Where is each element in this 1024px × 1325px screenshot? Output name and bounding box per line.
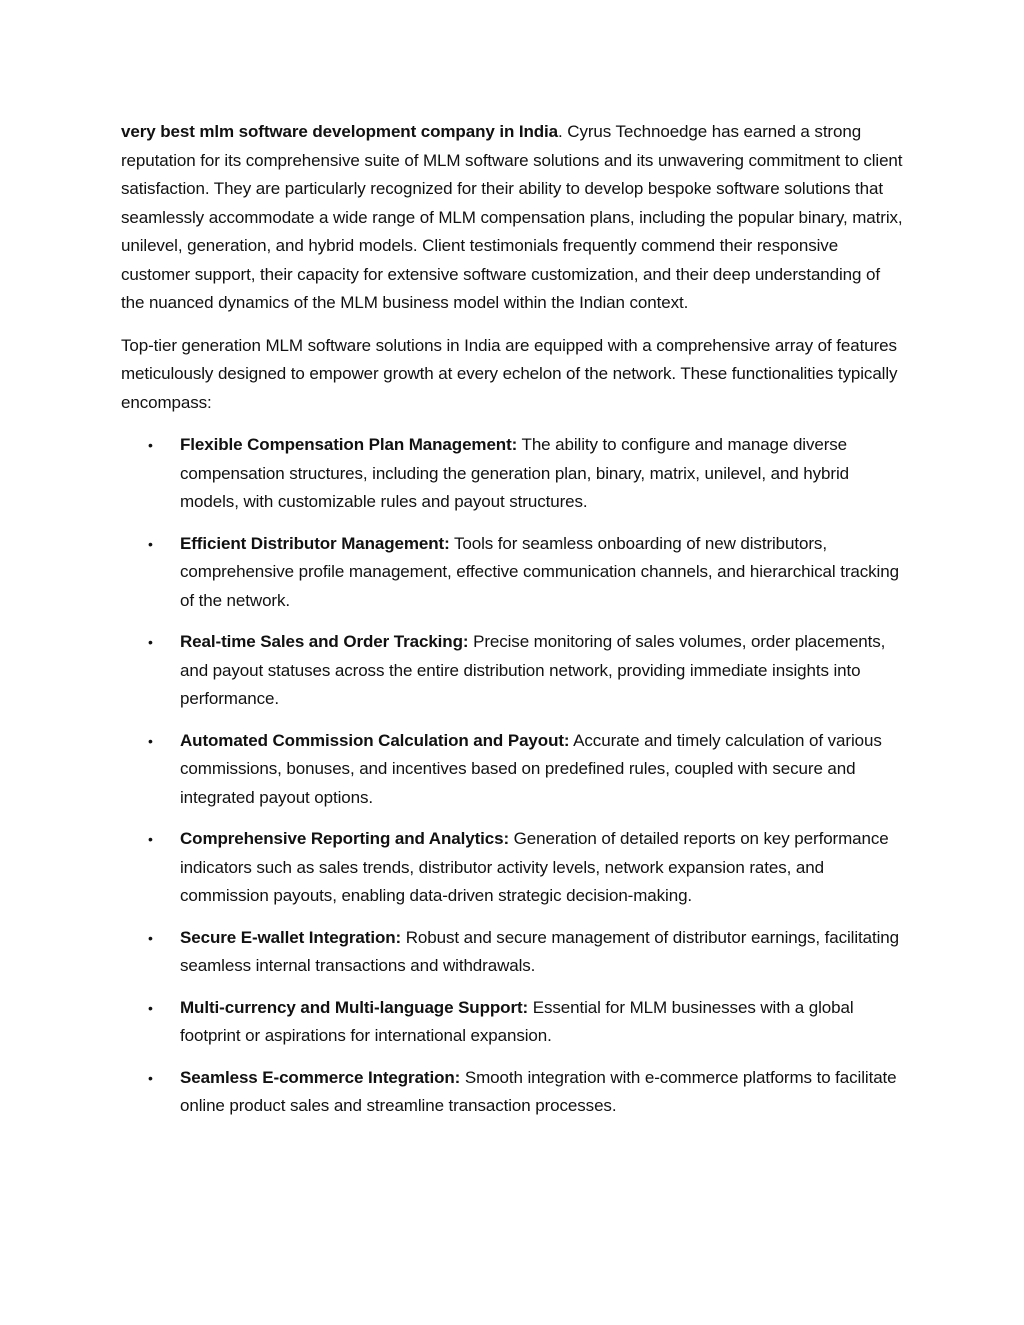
feature-text: The ability to configure and manage diverse compensation structures, including the generation plan, binary, matrix, unilevel, and hybrid models, with customizable rules and payout structures. [180,435,849,511]
feature-text: Accurate and timely calculation of various commissions, bonuses, and incentives based on predefined rules, coupled with secure and integrated payout options. [180,730,882,807]
feature-title: Seamless E-commerce Integration: [180,1067,461,1087]
bullet-icon: • [148,929,153,946]
feature-title: Real-time Sales and Order Tracking: [180,632,469,651]
intro-text: . Cyrus Technoedge has earned a strong reputation for its comprehensive suite of MLM software solutions and its unwavering commitment to client satisfaction. They are particularly recognized for their ability to develop bespoke software solutions that seamlessly accommodate a wide range of MLM compensation plans, including the popular binary, matrix, unilevel, generation, and hybrid models. Client testimonials frequently commend their responsive customer support, their capacity for extensive software customization, and their deep understanding of the nuanced dynamics of the MLM business model within the Indian context. [121,122,903,312]
bullet-icon: • [148,732,153,749]
bullet-icon: • [148,535,153,552]
list-item [121,1064,907,1121]
feature-text: Robust and secure management of distributor earnings, facilitating seamless internal transactions and withdrawals. [180,927,900,975]
feature-title: Efficient Distributor Management: [180,533,450,553]
list-item [121,924,907,981]
list-item [121,628,907,714]
feature-text: Essential for MLM businesses with a global footprint or aspirations for international expansion. [180,997,854,1045]
intro-bold-lead: very best mlm software development company in India [121,122,559,141]
intro-paragraph [121,118,907,318]
list-item [121,431,907,517]
list-item [121,727,907,813]
bullet-icon: • [148,437,153,453]
feature-title: Flexible Compensation Plan Management: [180,435,518,454]
features-intro-paragraph: Top-tier generation MLM software solutions in India are equipped with a comprehensive array of features meticulously designed to empower growth at every echelon of the network. These functionalities typically encompass: [121,335,898,412]
features-list [121,431,907,1121]
bullet-icon: • [148,1069,153,1086]
feature-title: Secure E-wallet Integration: [180,927,402,947]
feature-text: Precise monitoring of sales volumes, order placements, and payout statuses across the entire distribution network, providing immediate insights into performance. [180,632,886,708]
bullet-icon: • [148,634,153,650]
bullet-icon: • [148,831,153,847]
list-item [121,530,907,616]
feature-text: Smooth integration with e-commerce platforms to facilitate online product sales and streamline transaction processes. [180,1067,897,1115]
feature-text: Tools for seamless onboarding of new distributors, comprehensive profile management, effective communication channels, and hierarchical tracking of the network. [180,533,899,610]
feature-text: Generation of detailed reports on key performance indicators such as sales trends, distributor activity levels, network expansion rates, and commission payouts, enabling data-driven strategic decision-making. [180,829,889,905]
feature-title: Automated Commission Calculation and Payout: [180,730,570,750]
feature-title: Multi-currency and Multi-language Support: [180,997,529,1017]
bullet-icon: • [148,999,153,1016]
feature-title: Comprehensive Reporting and Analytics: [180,829,510,848]
list-item [121,994,907,1051]
document-page [121,118,907,1134]
list-item [121,825,907,911]
